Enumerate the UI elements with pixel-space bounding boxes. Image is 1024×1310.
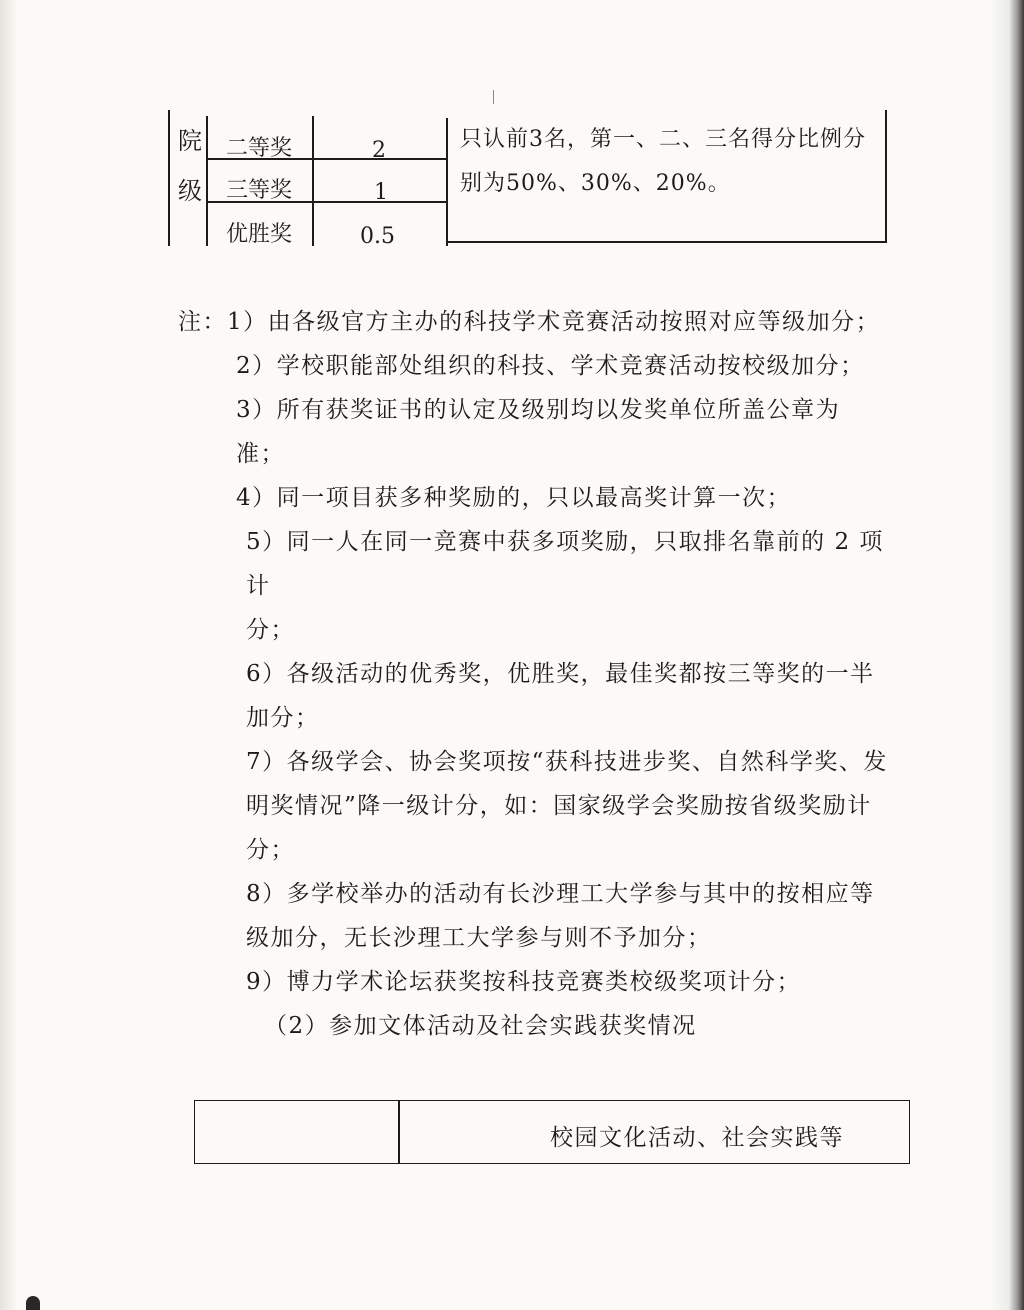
award-score-excellence: 0.5	[360, 224, 395, 249]
page-right-edge	[990, 0, 1024, 1310]
note-item-5-cont: 分；	[246, 617, 295, 643]
notes-section	[178, 300, 888, 1048]
note-item-5: 5）同一人在同一竞赛中获多项奖励，只取排名靠前的 2 项计	[246, 529, 884, 599]
section-heading: （2）参加文体活动及社会实践获奖情况	[264, 1013, 697, 1039]
note-item-7: 7）各级学会、协会奖项按“获科技进步奖、自然科学奖、发明奖情况”降一级计分，如：国家级学会奖励按省级奖励计分；	[246, 749, 888, 863]
award-remark: 只认前3名，第一、二、三名得分比例分别为50%、30%、20%。	[460, 127, 866, 196]
note-item-2: 2）学校职能部处组织的科技、学术竞赛活动按校级加分；	[236, 353, 865, 379]
note-item-1: 注：1）由各级官方主办的科技学术竞赛活动按照对应等级加分；	[178, 309, 881, 335]
award-score-second: 2	[372, 138, 386, 163]
note-item-4: 4）同一项目获多种奖励的，只以最高奖计算一次；	[236, 485, 792, 511]
award-name-excellence: 优胜奖	[226, 222, 293, 247]
fold-mark	[493, 90, 494, 104]
page-left-shadow	[0, 0, 18, 1310]
note-item-8: 8）多学校举办的活动有长沙理工大学参与其中的按相应等级加分，无长沙理工大学参与则不予加分；	[246, 881, 875, 951]
note-item-6: 6）各级活动的优秀奖，优胜奖，最佳奖都按三等奖的一半加分；	[246, 661, 875, 731]
corner-mark	[26, 1296, 40, 1310]
note-item-9: 9）博力学术论坛获奖按科技竞赛类校级奖项计分；	[246, 969, 802, 995]
activity-table-right-cell: 校园文化活动、社会实践等	[550, 1125, 844, 1151]
award-name-third: 三等奖	[226, 178, 293, 203]
note-item-3: 3）所有获奖证书的认定及级别均以发奖单位所盖公章为准；	[236, 397, 841, 467]
award-score-table	[168, 110, 888, 249]
activity-table-header	[194, 1100, 910, 1164]
table-divider	[398, 1101, 400, 1163]
award-score-third: 1	[374, 180, 388, 205]
level-label-char-1: 院	[178, 127, 202, 155]
award-name-second: 二等奖	[226, 136, 293, 161]
level-label-char-2: 级	[178, 177, 202, 205]
